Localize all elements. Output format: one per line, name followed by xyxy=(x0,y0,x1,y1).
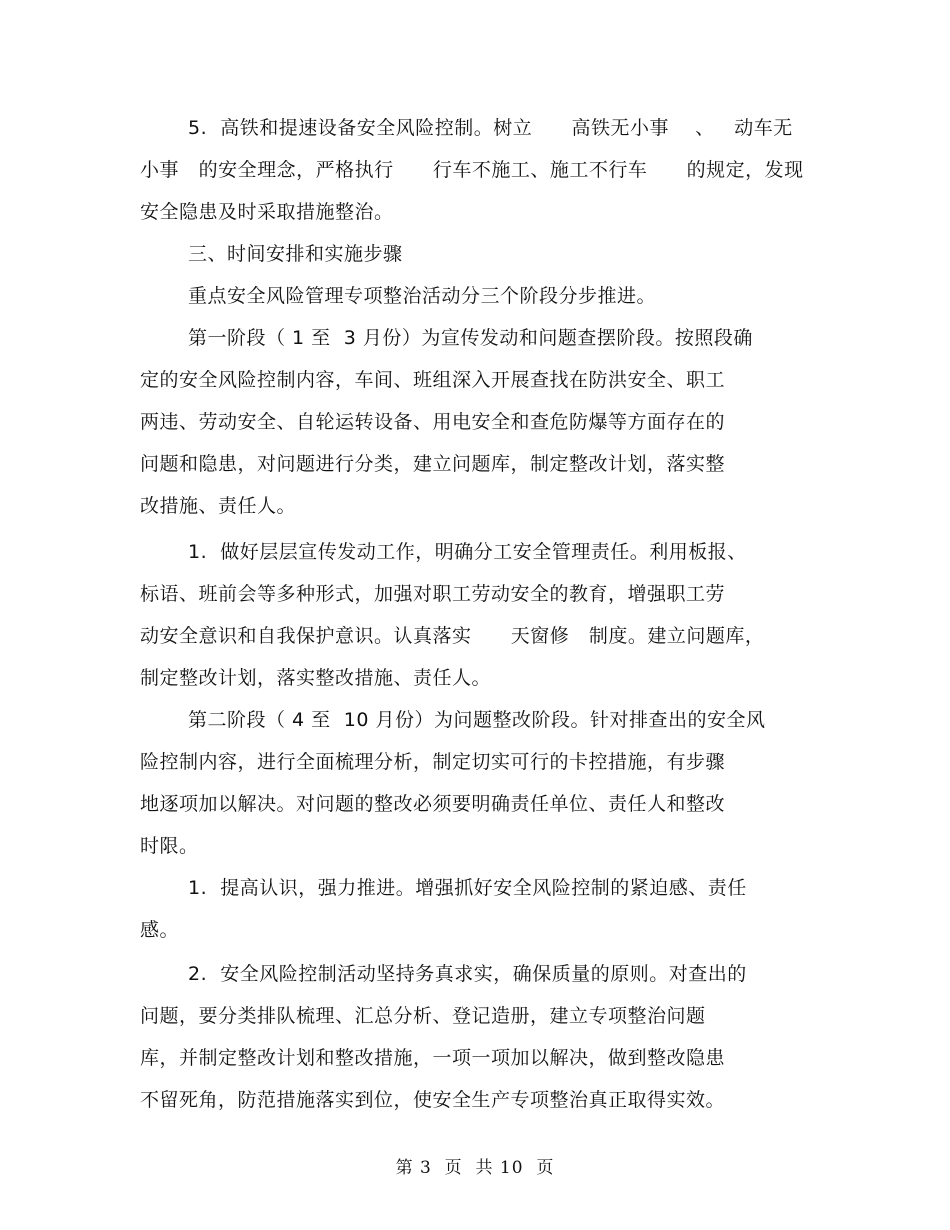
body-line: 库，并制定整改计划和整改措施，一项一项加以解决，做到整改隐患 xyxy=(140,1047,726,1069)
body-line: 第二阶段（ 4 至 10 月份）为问题整改阶段。针对排查出的安全风 xyxy=(188,709,766,731)
body-line: 不留死角，防范措施落实到位，使安全生产专项整治真正取得实效。 xyxy=(140,1089,726,1111)
body-line: 标语、班前会等多种形式，加强对职工劳动安全的教育，增强职工劳 xyxy=(140,583,726,605)
body-line: 问题，要分类排队梳理、汇总分析、登记造册，建立专项整治问题 xyxy=(140,1005,706,1027)
body-line: 动安全意识和自我保护意识。认真落实 天窗修 制度。建立问题库， xyxy=(140,625,765,647)
section-heading: 三、时间安排和实施步骤 xyxy=(188,243,403,265)
body-line: 5. 高铁和提速设备安全风险控制。树立 高铁无小事 、 动车无 xyxy=(188,117,793,139)
body-line: 时限。 xyxy=(140,835,199,857)
body-line: 1. 提高认识，强力推进。增强抓好安全风险控制的紧迫感、责任 xyxy=(188,877,747,899)
body-line: 1. 做好层层宣传发动工作，明确分工安全管理责任。利用板报、 xyxy=(188,541,747,563)
body-line: 两违、劳动安全、自轮运转设备、用电安全和查危防爆等方面存在的 xyxy=(140,411,726,433)
body-line: 问题和隐患，对问题进行分类，建立问题库，制定整改计划，落实整 xyxy=(140,453,726,475)
body-line: 2. 安全风险控制活动坚持务真求实，确保质量的原则。对查出的 xyxy=(188,963,747,985)
body-line: 安全隐患及时采取措施整治。 xyxy=(140,201,394,223)
body-line: 感。 xyxy=(140,919,180,941)
body-line: 小事 的安全理念，严格执行 行车不施工、施工不行车 的规定，发现 xyxy=(140,159,804,181)
body-line: 地逐项加以解决。对问题的整改必须要明确责任单位、责任人和整改 xyxy=(140,793,726,815)
body-line: 定的安全风险控制内容，车间、班组深入开展查找在防洪安全、职工 xyxy=(140,369,726,391)
body-line: 险控制内容，进行全面梳理分析，制定切实可行的卡控措施，有步骤 xyxy=(140,751,726,773)
body-line: 制定整改计划，落实整改措施、责任人。 xyxy=(140,667,492,689)
body-line: 第一阶段（ 1 至 3 月份）为宣传发动和问题查摆阶段。按照段确 xyxy=(188,327,753,349)
page-number-footer: 第 3 页 共 10 页 xyxy=(395,1158,555,1178)
body-line: 改措施、责任人。 xyxy=(140,495,297,517)
body-line: 重点安全风险管理专项整治活动分三个阶段分步推进。 xyxy=(188,285,657,307)
